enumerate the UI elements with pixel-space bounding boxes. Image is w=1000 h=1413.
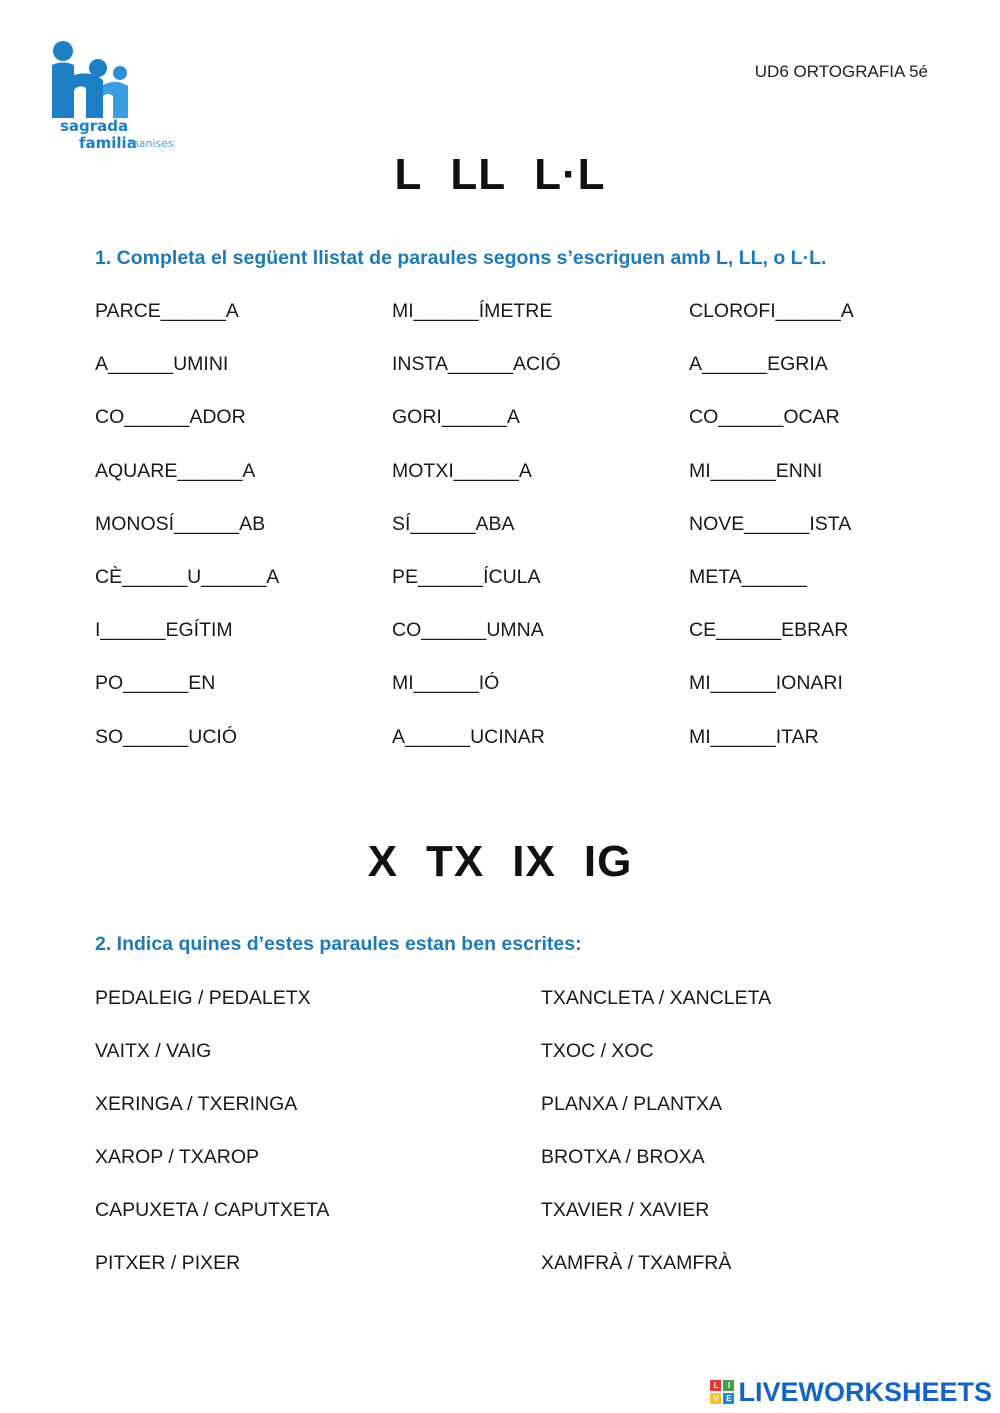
- word-item[interactable]: MI______IONARI: [689, 672, 843, 695]
- word-item[interactable]: PARCE______A: [95, 300, 239, 322]
- word-item[interactable]: SÍ______ABA: [392, 512, 515, 535]
- logo-text-manises: manises: [128, 137, 174, 150]
- word-item[interactable]: A______UMINI: [95, 353, 229, 376]
- word-grid: [95, 300, 975, 779]
- logo-text-sagrada: sagrada: [60, 117, 129, 135]
- word-item[interactable]: A______EGRIA: [689, 353, 828, 376]
- section2-title: [0, 837, 1000, 887]
- title-part: TX: [426, 837, 485, 886]
- word-item[interactable]: PE______ÍCULA: [392, 565, 541, 588]
- word-pair-item[interactable]: CAPUXETA / CAPUTXETA: [95, 1199, 330, 1221]
- word-item[interactable]: MI______ITAR: [689, 725, 819, 748]
- title-part: IG: [583, 837, 633, 886]
- logo-block: V: [710, 1393, 721, 1404]
- liveworksheets-logo: [710, 1376, 992, 1408]
- logo-block: L: [710, 1380, 721, 1391]
- title-part: IX: [512, 837, 556, 886]
- liveworksheets-blocks-icon: [710, 1380, 734, 1404]
- word-item[interactable]: MOTXI______A: [392, 459, 532, 482]
- school-logo: [46, 40, 196, 160]
- course-label: UD6 ORTOGRAFIA 5é: [754, 62, 928, 81]
- section2-instruction: 2. Indica quines d’estes paraules estan ben escrites:: [95, 933, 582, 955]
- word-item[interactable]: CO______UMNA: [392, 619, 544, 642]
- word-item[interactable]: MONOSÍ______AB: [95, 512, 266, 535]
- word-pair-item[interactable]: VAITX / VAIG: [95, 1040, 212, 1062]
- word-item[interactable]: CO______ADOR: [95, 406, 246, 429]
- word-pair-item[interactable]: PLANXA / PLANTXA: [541, 1093, 722, 1115]
- liveworksheets-brand: LIVEWORKSHEETS: [738, 1376, 992, 1407]
- word-pair-item[interactable]: XERINGA / TXERINGA: [95, 1093, 298, 1115]
- word-item[interactable]: SO______UCIÓ: [95, 725, 237, 748]
- word-item[interactable]: I______EGÍTIM: [95, 619, 233, 642]
- word-pair-item[interactable]: TXANCLETA / XANCLETA: [541, 987, 772, 1009]
- word-item[interactable]: META______: [689, 565, 807, 588]
- word-item[interactable]: A______UCINAR: [392, 725, 545, 748]
- word-item[interactable]: MI______ÍMETRE: [392, 300, 553, 322]
- word-pair-item[interactable]: TXAVIER / XAVIER: [541, 1199, 710, 1221]
- word-pair-grid: [95, 987, 975, 1305]
- word-item[interactable]: MI______IÓ: [392, 672, 500, 695]
- word-item[interactable]: INSTA______ACIÓ: [392, 353, 561, 376]
- word-item[interactable]: CÈ______U______A: [95, 565, 280, 588]
- word-item[interactable]: NOVE______ISTA: [689, 512, 852, 535]
- title-part: L: [394, 150, 423, 199]
- word-pair-item[interactable]: XAROP / TXAROP: [95, 1146, 259, 1168]
- word-item[interactable]: AQUARE______A: [95, 459, 256, 482]
- word-item[interactable]: CO______OCAR: [689, 406, 840, 429]
- section1-title: [0, 150, 1000, 200]
- logo-block: I: [723, 1380, 734, 1391]
- word-item[interactable]: CLOROFI______A: [689, 300, 854, 322]
- word-pair-item[interactable]: BROTXA / BROXA: [541, 1146, 705, 1168]
- word-pair-item[interactable]: XAMFRÀ / TXAMFRÀ: [541, 1252, 732, 1274]
- word-pair-item[interactable]: PITXER / PIXER: [95, 1252, 241, 1274]
- word-pair-item[interactable]: PEDALEIG / PEDALETX: [95, 987, 311, 1009]
- word-item[interactable]: CE______EBRAR: [689, 619, 849, 642]
- title-part: LL: [450, 150, 507, 199]
- title-part: X: [367, 837, 399, 886]
- word-pair-item[interactable]: TXOC / XOC: [541, 1040, 654, 1062]
- logo-text-familia: familia: [79, 134, 137, 152]
- word-item[interactable]: MI______ENNI: [689, 459, 823, 482]
- section1-instruction: 1. Completa el següent llistat de paraules segons s’escriguen amb L, LL, o L·L.: [95, 247, 827, 269]
- title-part: L·L: [534, 150, 606, 199]
- word-item[interactable]: PO______EN: [95, 672, 216, 695]
- logo-block: E: [723, 1393, 734, 1404]
- word-item[interactable]: GORI______A: [392, 406, 520, 429]
